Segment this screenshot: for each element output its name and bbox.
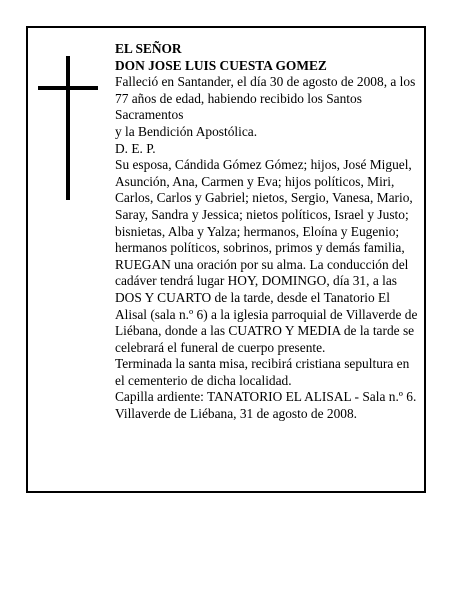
burial-line: Terminada la santa misa, recibirá cristiana sepultura en el cementerio de dicha localidad. xyxy=(115,356,410,388)
deceased-name: DON JOSE LUIS CUESTA GOMEZ xyxy=(115,57,327,73)
blessing-line: y la Bendición Apostólica. xyxy=(115,123,258,139)
family-text: Su esposa, Cándida Gómez Gómez; hijos, José Miguel, Asunción, Ana, Carmen y Eva; hijos políticos, Miri, Carlos, Carlos y Gabriel; nietos, Sergio, Vanesa, Mario, Saray, Sandra y Jessica; nietos políticos, Israel y Justo; bisnietas, Alba y Yalza; hermanos, Eloína y Eugenio; hermanos políticos, sobrinos, primos y demás familia, RUEGAN una oración por su alma. La conducción del cadáver tendrá lugar HOY, DOMINGO, día 31, a las DOS Y CUARTO de la tarde, desde el Tanatorio El Alisal (sala n.º 6) a la iglesia parroquial de Villaverde de Liébana, donde a las CUATRO Y MEDIA de la tarde se celebrará el funeral de cuerpo presente. xyxy=(115,157,418,355)
chapel-line: Capilla ardiente: TANATORIO EL ALISAL - Sala n.º 6. xyxy=(115,389,417,405)
obituary-notice xyxy=(26,26,426,493)
date-line: Villaverde de Liébana, 31 de agosto de 2008. xyxy=(115,406,358,422)
rip-line: D. E. P. xyxy=(115,140,156,156)
notice-text xyxy=(115,41,420,423)
cross-icon xyxy=(38,56,98,200)
notice-title: EL SEÑOR xyxy=(115,41,182,56)
cross-horizontal-bar xyxy=(38,86,98,90)
cross-vertical-bar xyxy=(66,56,70,200)
death-line: Falleció en Santander, el día 30 de agosto de 2008, a los 77 años de edad, habiendo recibido los Santos Sacramentos xyxy=(115,74,416,123)
